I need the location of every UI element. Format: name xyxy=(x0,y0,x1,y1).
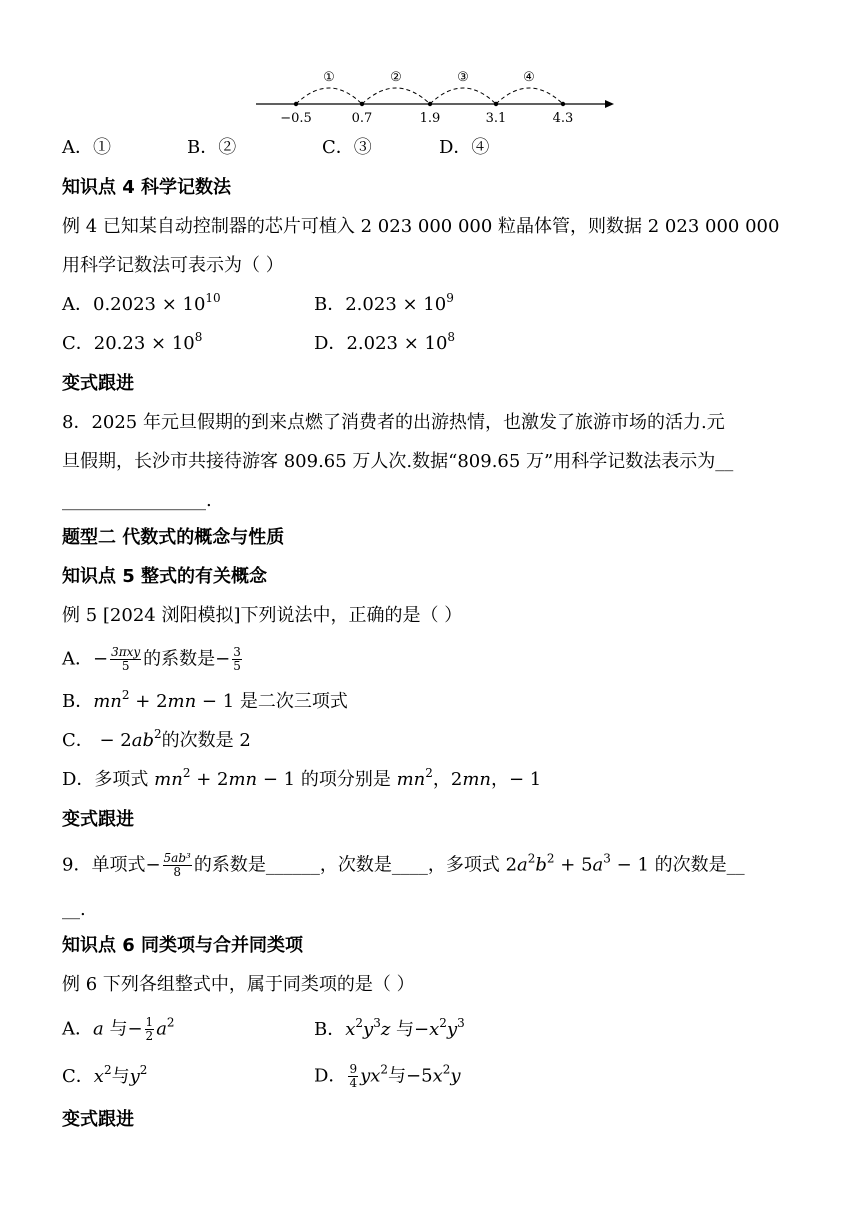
k5-option-c: C． − $2ab^2$的次数是 2 xyxy=(62,727,251,751)
fraction-9-over-4: $\frac{9}{4}$ xyxy=(349,1062,358,1090)
prev-question-options xyxy=(62,136,489,160)
tick-label-1-9: 1.9 xyxy=(419,111,441,126)
k6-variant-heading: 变式跟进 xyxy=(62,1109,134,1130)
k5-heading: 知识点 5 整式的有关概念 xyxy=(62,566,268,587)
tick-label-4-3: 4.3 xyxy=(552,111,574,126)
k6-options-row1 xyxy=(62,1016,465,1043)
k4-example-line2: 用科学记数法可表示为（ ） xyxy=(62,255,284,276)
option-d: D．④ xyxy=(439,137,490,158)
option-b: B．② xyxy=(187,137,237,158)
k6-option-c: C．$x^2$与$y^2$ xyxy=(62,1062,148,1087)
q9-line2: __. xyxy=(62,899,86,920)
k4-variant-heading: 变式跟进 xyxy=(62,373,134,394)
arc-4 xyxy=(496,88,563,104)
arc-3 xyxy=(430,88,496,104)
k6-options-row2 xyxy=(62,1063,461,1090)
k6-option-d: D． $\frac{9}{4}$ $yx^2$与$-5x^2y$ xyxy=(314,1062,461,1090)
fraction-3pixy-over-5: $\frac{\text{3πxy}}{5}$ xyxy=(111,645,141,673)
arc-label-1: ① xyxy=(323,70,335,85)
k4-option-a: A．$0.2023 \times 10^{10}$ xyxy=(62,291,221,315)
k6-example: 例 6 下列各组整式中，属于同类项的是（ ） xyxy=(62,974,415,995)
fraction-1-over-2: $\frac{1}{2}$ xyxy=(145,1015,154,1043)
k4-heading: 知识点 4 科学记数法 xyxy=(62,177,232,198)
number-line-arcs xyxy=(296,88,563,104)
tick-label-0-7: 0.7 xyxy=(351,111,373,126)
k5-example: 例 5 [2024 浏阳模拟]下列说法中，正确的是（ ） xyxy=(62,605,463,626)
arc-1 xyxy=(296,88,362,104)
option-c: C．③ xyxy=(322,137,372,158)
type2-heading: 题型二 代数式的概念与性质 xyxy=(62,527,285,548)
number-line-arrow xyxy=(605,100,614,108)
arc-label-3: ③ xyxy=(457,70,469,85)
q9-line1: 9．单项式− $\frac{\text{5ab³}}{8}$ 的系数是______，次数是____，多项式 $2a^2b^2 + 5a^3 - 1$ 的次数是__ xyxy=(62,851,745,879)
k4-options-row2 xyxy=(62,332,455,356)
k5-option-b: B．$mn^2 + 2mn - 1$ 是二次三项式 xyxy=(62,688,348,712)
q8-line1: 8．2025 年元旦假期的到来点燃了消费者的出游热情，也激发了旅游市场的活力.元 xyxy=(62,412,725,433)
fraction-3-over-5: $\frac{3}{5}$ xyxy=(233,645,241,673)
k6-heading: 知识点 6 同类项与合并同类项 xyxy=(62,935,304,956)
k4-options-row1 xyxy=(62,293,454,317)
option-a: A．① xyxy=(62,137,111,158)
number-line-figure xyxy=(250,64,620,126)
tick-label-3-1: 3.1 xyxy=(485,111,507,126)
k5-variant-heading: 变式跟进 xyxy=(62,809,134,830)
k4-option-b: B．$2.023 \times 10^9$ xyxy=(314,291,454,315)
q8-line3: ________________. xyxy=(62,490,212,511)
k4-option-c: C．$20.23 \times 10^8$ xyxy=(62,330,203,354)
arc-2 xyxy=(362,88,430,104)
tick-label-neg0-5: −0.5 xyxy=(280,111,312,126)
k6-option-a: A．a 与− $\frac{1}{2}$ $a^2$ xyxy=(62,1015,175,1043)
arc-label-4: ④ xyxy=(523,70,535,85)
q8-line2: 旦假期，长沙市共接待游客 809.65 万人次.数据“809.65 万”用科学记数法表示为__ xyxy=(62,451,734,472)
k6-option-b: B．$x^2y^3z$ 与$-x^2y^3$ xyxy=(314,1015,465,1040)
k5-option-d: D．多项式 $mn^2 + 2mn - 1$ 的项分别是 $mn^2$，2mn，− 1 xyxy=(62,766,542,790)
k5-option-a: A．− $\frac{\text{3πxy}}{5}$ 的系数是− $\frac{3}{5}$ xyxy=(62,645,241,673)
k4-option-d: D．$2.023 \times 10^8$ xyxy=(314,330,456,354)
k4-example-line1: 例 4 已知某自动控制器的芯片可植入 2 023 000 000 粒晶体管，则数据 2 023 000 000 xyxy=(62,216,780,237)
fraction-5ab3-over-8: $\frac{\text{5ab³}}{8}$ xyxy=(163,851,191,879)
arc-label-2: ② xyxy=(390,70,402,85)
